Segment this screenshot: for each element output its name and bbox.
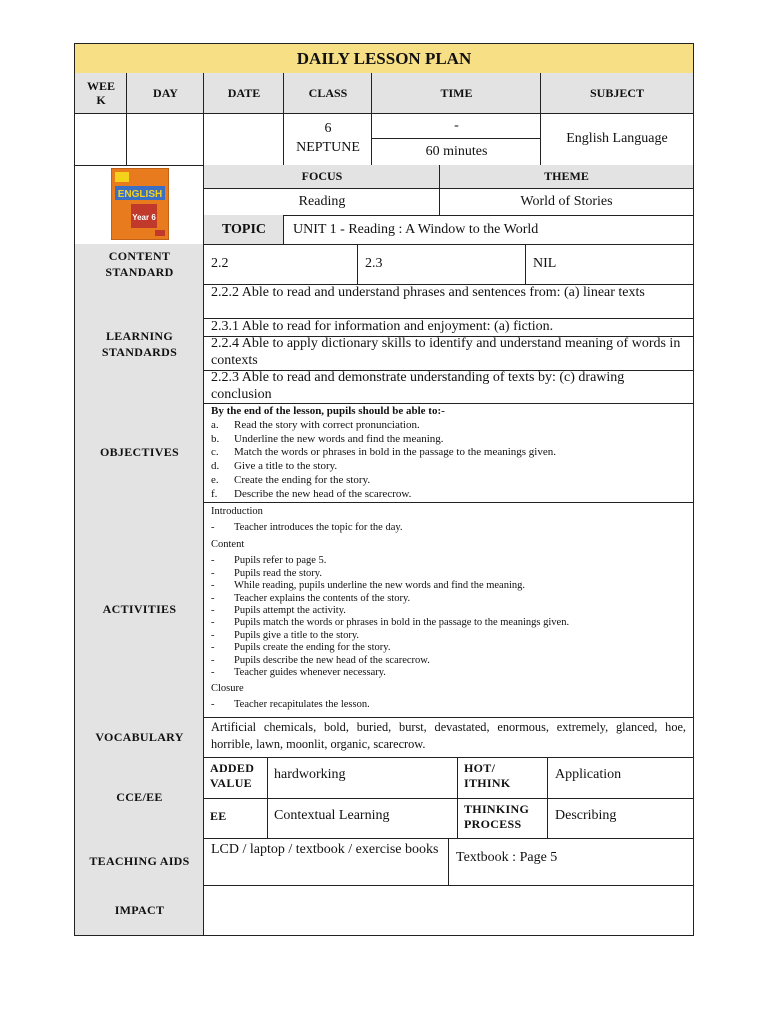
- content-list: [211, 555, 686, 679]
- book-cover-year: Year 6: [132, 213, 156, 222]
- activities-cell: [203, 502, 694, 718]
- objective-key: d.: [211, 460, 220, 473]
- activity-dash: -: [211, 592, 215, 604]
- activity-item: [211, 630, 686, 642]
- activity-item: [211, 617, 686, 629]
- subject-value: English Language: [540, 113, 694, 166]
- objective-item: [211, 474, 686, 488]
- content-standard-label-1: CONTENT: [108, 249, 171, 263]
- activity-text: Teacher recapitulates the lesson.: [234, 699, 370, 711]
- activity-item: [211, 667, 686, 679]
- learning-standards-label-1: LEARNING: [105, 328, 174, 343]
- learning-standards-label: [74, 284, 204, 404]
- cce-label: CCE/EE: [74, 757, 204, 839]
- impact-value: [203, 885, 694, 936]
- date-value: [203, 113, 284, 166]
- activity-text: Pupils attempt the activity.: [234, 605, 346, 617]
- hot-label: [457, 757, 548, 799]
- activity-dash: -: [211, 654, 215, 666]
- objective-text: Create the ending for the story.: [234, 473, 371, 486]
- activity-dash: -: [211, 567, 215, 579]
- book-cover-cell: [74, 165, 204, 245]
- closure-list: [211, 699, 686, 711]
- activity-dash: -: [211, 522, 215, 533]
- content-standard-label: [74, 244, 204, 285]
- added-value: hardworking: [267, 757, 458, 799]
- objective-item: [211, 419, 686, 433]
- teaching-aids-value: LCD / laptop / textbook / exercise books: [203, 838, 449, 886]
- activity-text: Pupils match the words or phrases in bold in the passage to the meanings given.: [234, 617, 570, 629]
- activity-item: [211, 642, 686, 654]
- activity-text: Pupils give a title to the story.: [234, 629, 360, 641]
- activity-dash: -: [211, 617, 215, 629]
- content-standard-label-2: STANDARD: [105, 265, 174, 279]
- activity-item: [211, 655, 686, 667]
- ee-value: Contextual Learning: [267, 798, 458, 839]
- thinking-process-value: Describing: [547, 798, 694, 839]
- added-value-label-2: VALUE: [210, 776, 252, 790]
- objectives-cell: [203, 403, 694, 503]
- activity-dash: -: [211, 580, 215, 592]
- activity-text: Teacher guides whenever necessary.: [234, 667, 386, 679]
- hot-label-1: HOT/: [464, 761, 496, 775]
- objective-text: Give a title to the story.: [234, 460, 338, 473]
- activity-dash: -: [211, 642, 215, 654]
- vocabulary-label: VOCABULARY: [74, 717, 204, 758]
- topic-label: TOPIC: [203, 215, 284, 245]
- content-standard-3: NIL: [525, 244, 694, 285]
- activity-text: Pupils describe the new head of the scarecrow.: [234, 654, 430, 666]
- time-top: -: [371, 113, 541, 139]
- page-title: DAILY LESSON PLAN: [74, 43, 694, 74]
- class-name: NEPTUNE: [296, 140, 360, 155]
- topic-value: UNIT 1 - Reading : A Window to the World: [283, 215, 694, 245]
- objective-text: Underline the new words and find the meaning.: [234, 432, 444, 445]
- objective-key: a.: [211, 418, 219, 431]
- content-heading: Content: [211, 539, 245, 551]
- time-value: 60 minutes: [371, 138, 541, 166]
- activity-dash: -: [211, 667, 215, 679]
- objective-text: Match the words or phrases in bold in the passage to the meanings given.: [234, 446, 556, 459]
- activity-item: [211, 580, 686, 592]
- activity-item: [211, 522, 686, 534]
- added-value-label-1: ADDED: [210, 761, 255, 775]
- book-cover-title: ENGLISH: [117, 189, 163, 200]
- focus-label: FOCUS: [203, 165, 440, 189]
- class-value: [283, 113, 372, 166]
- activity-item: [211, 605, 686, 617]
- learning-standard-item: 2.2.4 Able to apply dictionary skills to identify and understand meaning of words in contexts: [203, 336, 694, 371]
- learning-standards-label-2: STANDARDS: [101, 344, 178, 359]
- activity-text: Teacher introduces the topic for the day.: [234, 522, 403, 533]
- activity-dash: -: [211, 555, 215, 567]
- activities-label: ACTIVITIES: [74, 502, 204, 718]
- header-subject: SUBJECT: [540, 73, 694, 114]
- objectives-intro: By the end of the lesson, pupils should be able to:-: [211, 405, 445, 417]
- theme-label: THEME: [439, 165, 694, 189]
- hot-label-2: ITHINK: [464, 776, 511, 790]
- teaching-aids-textbook: Textbook : Page 5: [448, 838, 694, 886]
- content-standard-1: 2.2: [203, 244, 358, 285]
- objective-text: Describe the new head of the scarecrow.: [234, 487, 412, 500]
- objective-item: [211, 460, 686, 474]
- objective-text: Read the story with correct pronunciation.: [234, 418, 420, 431]
- objective-key: b.: [211, 432, 220, 445]
- teaching-aids-label: TEACHING AIDS: [74, 838, 204, 886]
- focus-value: Reading: [203, 188, 440, 216]
- learning-standard-item: 2.2.2 Able to read and understand phrases and sentences from: (a) linear texts: [203, 284, 694, 319]
- activity-text: Pupils refer to page 5.: [234, 555, 327, 567]
- objective-key: e.: [211, 473, 219, 486]
- added-value-label: [203, 757, 268, 799]
- header-time: TIME: [371, 73, 541, 114]
- ee-label: EE: [203, 798, 268, 839]
- activity-text: Teacher explains the contents of the story.: [234, 592, 411, 604]
- objective-key: f.: [211, 487, 218, 500]
- thinking-process-label-1: THINKING: [464, 802, 530, 816]
- objective-key: c.: [211, 446, 219, 459]
- activity-text: Pupils read the story.: [234, 567, 322, 579]
- objectives-label: OBJECTIVES: [74, 403, 204, 503]
- introduction-heading: Introduction: [211, 506, 263, 517]
- class-number: 6: [324, 121, 332, 136]
- activity-text: While reading, pupils underline the new words and find the meaning.: [234, 580, 526, 592]
- impact-label: IMPACT: [74, 885, 204, 936]
- learning-standard-item: 2.2.3 Able to read and demonstrate understanding of texts by: (c) drawing conclusion: [203, 370, 694, 404]
- thinking-process-label-2: PROCESS: [464, 817, 522, 831]
- activity-item: [211, 699, 686, 711]
- header-date: DATE: [203, 73, 284, 114]
- objectives-list: [211, 419, 686, 502]
- introduction-list: [211, 522, 686, 534]
- content-standard-2: 2.3: [357, 244, 526, 285]
- day-value: [126, 113, 204, 166]
- week-value: [74, 113, 127, 166]
- objective-item: [211, 433, 686, 447]
- objective-item: [211, 488, 686, 502]
- activity-dash: -: [211, 605, 215, 617]
- activity-item: [211, 568, 686, 580]
- theme-value: World of Stories: [439, 188, 694, 216]
- closure-heading: Closure: [211, 683, 244, 695]
- activity-text: Pupils create the ending for the story.: [234, 642, 391, 654]
- vocabulary-value: Artificial chemicals, bold, buried, burst, devastated, enormous, extremely, glanced, hoe, horrible, lawn, moonlit, organic, scarecrow.: [203, 717, 694, 758]
- objective-item: [211, 446, 686, 460]
- activity-item: [211, 593, 686, 605]
- activity-dash: -: [211, 629, 215, 641]
- header-class: CLASS: [283, 73, 372, 114]
- activity-dash: -: [211, 699, 215, 711]
- activity-item: [211, 555, 686, 567]
- thinking-process-label: [457, 798, 548, 839]
- hot-value: Application: [547, 757, 694, 799]
- header-day: DAY: [126, 73, 204, 114]
- book-cover-image: [111, 168, 169, 240]
- header-week: WEE K: [74, 73, 127, 114]
- learning-standard-item: 2.3.1 Able to read for information and enjoyment: (a) fiction.: [203, 318, 694, 337]
